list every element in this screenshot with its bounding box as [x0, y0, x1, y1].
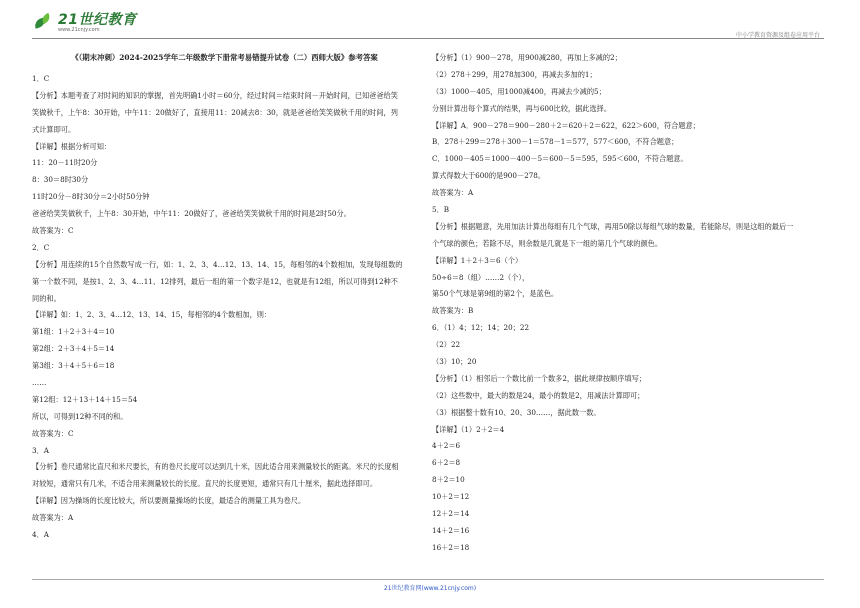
text-line: 1．C	[32, 74, 50, 83]
text-line: 【分析】用连续的15个自然数写成一行，如：1、2、3、4…12、13、14、15，每相邻的4个数相加，发现每组数的	[32, 259, 403, 269]
text-line: 算式得数大于600的是900－278。	[432, 171, 546, 181]
text-line: 同的和。	[32, 293, 61, 303]
text-line: 【详解】如：1、2、3、4…12、13、14、15，每相邻的4个数相加，则：	[32, 310, 272, 320]
text-line: 对较短，通常只有几米，不适合用来测量较长的长度。直尺的长度更短，通常只有几十厘米，据此选择即可。	[32, 479, 378, 489]
text-line: 【分析】本题考查了对时间的知识的掌握，首先明确1小时＝60分，经过时间＝结束时间－开始时间，已知爸爸给笑	[32, 90, 398, 100]
text-line: 分别计算出每个算式的结果，再与600比较，据此选择。	[432, 103, 612, 113]
text-line: 爸爸给笑笑做秋千，上午8：30开始，中午11：20做好了，爸爸给笑笑做秋千用的时间是2时50分。	[32, 209, 351, 219]
text-line: 50÷6＝8（组）……2（个），	[432, 272, 530, 282]
text-line: 故答案为：C	[32, 428, 74, 438]
text-line: 【分析】卷尺通常比直尺和米尺要长，有的卷尺长度可以达到几十米，因此适合用来测量较长的距离。米尺的长度相	[32, 462, 399, 472]
text-line: 故答案为：C	[32, 226, 74, 236]
text-line: 6．（1）4；12；14；20；22	[432, 323, 530, 333]
text-line: 故答案为：A	[432, 188, 474, 198]
text-line: C．1000－405＝1000－400－5＝600－5＝595，595＜600，不符合题意。	[432, 154, 688, 164]
text-line: （3）10；20	[432, 357, 477, 367]
text-line: 式计算即可。	[32, 124, 76, 134]
text-line: 8＋2＝10	[432, 475, 465, 485]
page-footer: 21世纪教育网(www.21cnjy.com)	[383, 585, 477, 592]
text-line: 2．C	[32, 242, 50, 252]
text-line: 第12组：12＋13＋14＋15＝54	[32, 394, 138, 404]
text-line: （2）22	[432, 340, 461, 350]
text-line: 14＋2＝16	[432, 525, 470, 535]
text-line: 4．A	[32, 530, 49, 540]
text-line: 11时20分－8时30分＝2小时50分钟	[32, 192, 150, 202]
text-line: 第50个气球是第9组的第2个，是蓝色。	[432, 289, 559, 299]
text-line: 第3组：3＋4＋5＋6＝18	[32, 361, 115, 371]
runner-logo-icon	[32, 13, 54, 33]
text-line: 【分析】根据题意，先用加法计算出每组有几个气球，再用50除以每组气球的数量，若能除尽，则是这组的最后一	[432, 221, 794, 231]
text-line: 6＋2＝8	[432, 458, 461, 468]
left-column-text	[32, 71, 417, 544]
text-line: ……	[32, 378, 47, 388]
text-line: 【详解】（1）2＋2＝4	[432, 424, 505, 434]
text-line: 【详解】1＋2＋3＝6（个）	[432, 255, 523, 265]
page-header	[0, 0, 860, 40]
text-line: 【详解】因为操场的长度比较大，所以要测量操场的长度，最适合的测量工具为卷尺。	[32, 496, 306, 506]
right-column-text	[432, 50, 824, 557]
text-line: 个气球的颜色；若除不尽，则余数是几就是下一组的第几个气球的颜色。	[432, 238, 663, 248]
text-line: 【分析】（1）相邻后一个数比前一个数多2，据此规律按顺序填写；	[432, 373, 646, 383]
text-line: 8：30＝8时30分	[32, 175, 89, 185]
text-line: 3．A	[32, 445, 49, 455]
text-line: 故答案为：B	[432, 306, 474, 316]
text-line: 11：20－11时20分	[32, 158, 98, 168]
text-line: 所以，可得到12种不同的和。	[32, 411, 128, 421]
platform-name: 中小学教育资源及组卷应用平台	[735, 32, 820, 39]
document-title: 《（期末冲刺）2024-2025学年二年级数学下册常考易错提升试卷（二）西师大版》参考答案	[71, 53, 378, 62]
text-line: （3）1000－405，用1000减400，再减去少减的5；	[432, 86, 606, 96]
site-logo	[32, 13, 136, 33]
text-line: 第2组：2＋3＋4＋5＝14	[32, 344, 115, 354]
text-line: 5．B	[432, 205, 450, 215]
logo-url: www.21cnjy.com	[58, 27, 100, 33]
text-line: 第1组：1＋2＋3＋4＝10	[32, 327, 115, 337]
text-line: 【分析】（1）900－278，用900减280，再加上多减的2；	[432, 53, 622, 62]
logo-title: 21世纪教育	[58, 12, 137, 28]
right-column	[432, 50, 824, 557]
footer-divider	[32, 579, 824, 580]
text-line: 4＋2＝6	[432, 441, 461, 451]
text-line: （2）这些数中，最大的数是24，最小的数是2，用减法计算即可；	[432, 390, 645, 400]
header-divider	[32, 38, 824, 39]
text-line: 16＋2＝18	[432, 542, 470, 552]
text-line: B．278＋299＝278＋300－1＝578－1＝577，577＜600，不符合题意；	[432, 137, 679, 147]
text-line: 10＋2＝12	[432, 492, 470, 502]
text-line: 第一个数不同，是按1、2、3、4…11、12排列，最后一组的第一个数字是12，也就是有12组，所以可得到12种不	[32, 276, 398, 286]
text-line: 故答案为：A	[32, 513, 74, 523]
text-line: 【详解】A．900－278＝900－280＋2＝620＋2＝622，622＞600，符合题意；	[432, 120, 700, 130]
text-line: （2）278＋299，用278加300，再减去多加的1；	[432, 69, 597, 79]
text-line: 笑做秋千，上午8：30开始，中午11：20做好了，直接用11：20减去8：30，就是爸爸给笑笑做秋千用的时间，列	[32, 107, 398, 117]
left-column	[32, 50, 417, 544]
text-line: （3）根据整十数有10、20、30……，据此数一数。	[432, 407, 601, 417]
text-line: 【详解】根据分析可知：	[32, 141, 112, 151]
text-line: 12＋2＝14	[432, 509, 470, 519]
